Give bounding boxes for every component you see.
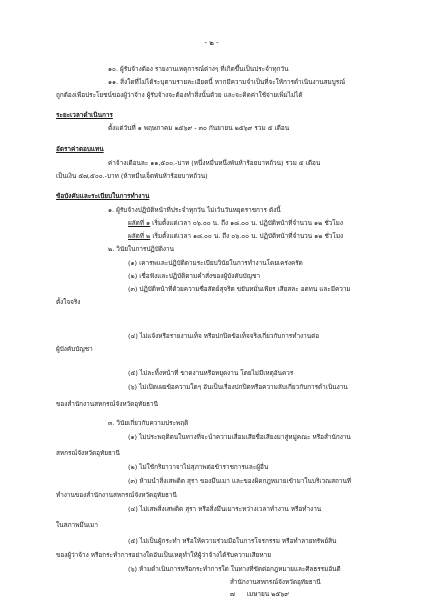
rate-heading: อัตราค่าตอบแทน [56, 145, 104, 153]
conduct-6: (๖) ห้ามดำเนินการหรือกระทำการใด ในทางที่ขัดต่อกฎหมายและศีลธรรมอันดี [128, 565, 341, 573]
discipline-6-line1: (๖) ไม่เปิดเผยข้อความใดๆ อันเป็นเรื่องปกปิดหรือความลับเกี่ยวกับการดำเนินงาน [128, 383, 348, 391]
shift-2 [128, 233, 343, 239]
signature-office: สำนักงานสหกรณ์จังหวัดอุทัยธานี [230, 578, 321, 586]
conduct-2: (๒) ไม่ใช้กริยาวาจาไม่สุภาพต่อข้าราชการและผู้อื่น [128, 463, 269, 471]
terms-section-1: ๑. ผู้รับจ้างปฏิบัติหน้าที่ประจำทุกวัน ไม่เว้นวันหยุดราชการ ดังนี้ [108, 206, 281, 214]
conduct-3-line1: (๓) ห้ามนำสิ่งเสพติด สุรา ของมึนเมา และของผิดกฎหมายเข้ามาในบริเวณสถานที่ [128, 477, 352, 485]
signature-month-year: เมษายน ๒๕๖๙ [246, 590, 289, 598]
conduct-1-line2: สหกรณ์จังหวัดอุทัยธานี [56, 449, 120, 457]
item-10: ๑๐. ผู้รับจ้างต้อง รายงานเหตุการณ์ต่างๆ ที่เกิดขึ้นเป็นประจำทุกวัน [108, 65, 289, 73]
shift-2-text: เริ่มตั้งแต่เวลา ๑๘.๐๐ น. ถึง ๐๖.๐๐ น. ปฏิบัติหน้าที่จำนวน ๑๒ ชั่วโมง [150, 232, 344, 240]
shift-2-label: ผลัดที่ ๒ [128, 232, 151, 240]
discipline-6-line2: ของสำนักงานสหกรณ์จังหวัดอุทัยธานี [56, 400, 158, 408]
shift-1 [128, 220, 343, 226]
shift-1-text: เริ่มตั้งแต่เวลา ๐๖.๐๐ น. ถึง ๑๘.๐๐ น. ปฏิบัติหน้าที่จำนวน ๑๒ ชั่วโมง [150, 219, 344, 227]
terms-section-2: ๒. วินัยในการปฏิบัติงาน [108, 245, 174, 253]
discipline-5: (๕) ไม่ละทิ้งหน้าที่ ขาดงานหรือหยุดงาน โดยไม่มีเหตุอันควร [128, 369, 294, 377]
item-11-line2: ถูกต้องเพื่อประโยชน์ของผู้ว่าจ้าง ผู้รับจ้างจะต้องทำสิ่งนั้นด้วย และจะคิดค่าใช้จ่ายเพิ่มไม่ได้ [56, 91, 303, 99]
discipline-4-line2: ผู้บังคับบัญชา [56, 345, 93, 353]
period-text: ตั้งแต่วันที่ ๑ พฤษภาคม ๒๕๖๙ - ๓๐ กันยายน ๒๕๖๙ รวม ๕ เดือน [108, 124, 290, 132]
conduct-4-line1: (๔) ไม่เสพสิ่งเสพติด สุรา หรือสิ่งมึนเมาระหว่างเวลาทำงาน หรือทำงาน [128, 505, 322, 513]
conduct-4-line2: ในสภาพมึนเมา [56, 521, 98, 529]
discipline-3-line1: (๓) ปฏิบัติหน้าที่ด้วยความซื่อสัตย์สุจริต ขยันหมั่นเพียร เสียสละ อดทน และมีความ [128, 285, 351, 293]
terms-section-3: ๓. วินัยเกี่ยวกับความประพฤติ [108, 419, 189, 427]
conduct-5-line2: ของผู้ว่าจ้าง หรือกระทำการอย่างใดอันเป็นเหตุทำให้ผู้ว่าจ้างได้รับความเสียหาย [56, 551, 271, 559]
signature-day: ๗ [230, 590, 235, 598]
signature-date [230, 591, 289, 597]
item-11-line1: ๑๑. สิ่งใดที่ไม่ได้ระบุตามรายละเอียดนี้ หากมีความจำเป็นที่จะให้การดำเนินงานสมบูรณ์ [108, 78, 346, 86]
discipline-4-line1: (๔) ไม่แจ้งหรือรายงานเท็จ หรือปกปิดข้อเท็จจริงเกี่ยวกับการทำงานต่อ [128, 332, 320, 340]
period-heading: ระยะเวลาดำเนินการ [56, 111, 113, 119]
page-number: - ๒ - [204, 39, 219, 47]
conduct-1-line1: (๑) ไม่ประพฤติตนในทางที่จะนำความเสื่อมเสียชื่อเสียงมาสู่หมู่คณะ หรือสำนักงาน [128, 433, 351, 441]
discipline-2: (๒) เชื่อฟังและปฏิบัติตามคำสั่งของผู้บังคับบัญชา [128, 272, 261, 280]
rate-line1: ค่าจ้างเดือนละ ๑๑,๕๐๐.-บาท (หนึ่งหมื่นหนึ่งพันห้าร้อยบาทถ้วน) รวม ๕ เดือน [108, 159, 321, 167]
conduct-5-line1: (๕) ไม่เป็นผู้กระทำ หรือให้ความร่วมมือในการโจรกรรม หรือทำลายทรัพย์สิน [128, 537, 337, 545]
rate-line2: เป็นเงิน ๕๗,๕๐๐.-บาท (ห้าหมื่นเจ็ดพันห้าร้อยบาทถ้วน) [56, 172, 208, 180]
discipline-1: (๑) เคารพและปฏิบัติตามระเบียบวินัยในการทำงานโดยเคร่งครัด [128, 259, 303, 267]
shift-1-label: ผลัดที่ ๑ [128, 219, 151, 227]
discipline-3-line2: ตั้งใจจริง [56, 298, 81, 306]
terms-heading: ข้อบังคับและระเบียบในการทำงาน [56, 192, 150, 200]
conduct-3-line2: ทำงานของสำนักงานสหกรณ์จังหวัดอุทัยธานี [56, 491, 177, 499]
